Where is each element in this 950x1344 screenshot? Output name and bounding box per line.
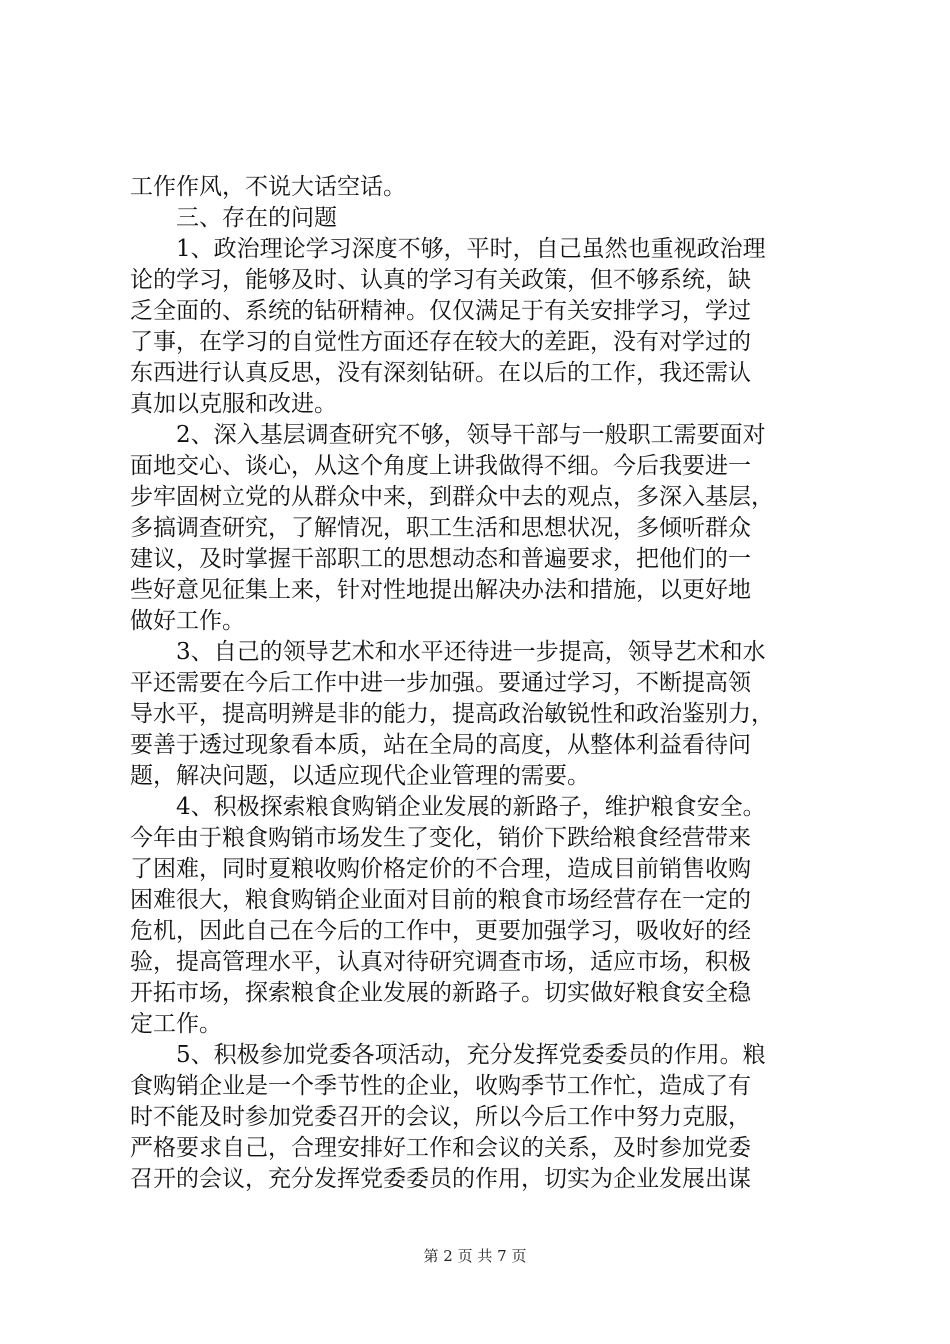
paragraph-first-line: 4、积极探索粮食购销企业发展的新路子，维护粮食安全。 — [176, 794, 766, 820]
text-line: 验，提高管理水平，认真对待研究调查市场，适应市场，积极 — [130, 949, 751, 975]
text-line: 今年由于粮食购销市场发生了变化，销价下跌给粮食经营带来 — [130, 825, 751, 851]
text-line: 定工作。 — [130, 1011, 222, 1037]
paragraph-first-line: 2、深入基层调查研究不够，领导干部与一般职工需要面对 — [176, 422, 766, 448]
text-line: 平还需要在今后工作中进一步加强。要通过学习，不断提高领 — [130, 670, 751, 696]
text-line: 做好工作。 — [130, 608, 245, 634]
text-line: 题，解决问题，以适应现代企业管理的需要。 — [130, 763, 590, 789]
text-line: 东西进行认真反思，没有深刻钻研。在以后的工作，我还需认 — [130, 360, 751, 386]
text-line: 乏全面的、系统的钻研精神。仅仅满足于有关安排学习，学过 — [130, 298, 751, 324]
text-line: 多搞调查研究，了解情况，职工生活和思想状况，多倾听群众 — [130, 515, 751, 541]
document-body — [130, 172, 830, 1195]
text-line: 食购销企业是一个季节性的企业，收购季节工作忙，造成了有 — [130, 1073, 751, 1099]
text-line: 导水平，提高明辨是非的能力，提高政治敏锐性和政治鉴别力， — [130, 701, 774, 727]
text-line: 时不能及时参加党委召开的会议，所以今后工作中努力克服， — [130, 1104, 751, 1130]
text-line: 困难很大，粮食购销企业面对目前的粮食市场经营存在一定的 — [130, 887, 751, 913]
text-line: 要善于透过现象看本质，站在全局的高度，从整体利益看待问 — [130, 732, 751, 758]
text-line: 面地交心、谈心，从这个角度上讲我做得不细。今后我要进一 — [130, 453, 751, 479]
text-line: 工作作风，不说大话空话。 — [130, 174, 406, 200]
page-footer: 第 2 页 共 7 页 — [423, 1247, 527, 1265]
text-line: 真加以克服和改进。 — [130, 391, 337, 417]
text-line: 了事，在学习的自觉性方面还存在较大的差距，没有对学过的 — [130, 329, 751, 355]
text-line: 了困难，同时夏粮收购价格定价的不合理，造成目前销售收购 — [130, 856, 751, 882]
paragraph-first-line: 3、自己的领导艺术和水平还待进一步提高，领导艺术和水 — [176, 639, 766, 665]
text-line: 召开的会议，充分发挥党委委员的作用，切实为企业发展出谋 — [130, 1166, 751, 1192]
paragraph-first-line: 5、积极参加党委各项活动，充分发挥党委委员的作用。粮 — [176, 1042, 766, 1068]
text-line: 步牢固树立党的从群众中来，到群众中去的观点，多深入基层， — [130, 484, 774, 510]
paragraph-first-line: 三、存在的问题 — [176, 205, 337, 231]
text-line: 论的学习，能够及时、认真的学习有关政策，但不够系统，缺 — [130, 267, 751, 293]
text-line: 建议，及时掌握干部职工的思想动态和普遍要求，把他们的一 — [130, 546, 751, 572]
text-line: 危机，因此自己在今后的工作中，更要加强学习，吸收好的经 — [130, 918, 751, 944]
text-line: 严格要求自己，合理安排好工作和会议的关系，及时参加党委 — [130, 1135, 751, 1161]
paragraph-first-line: 1、政治理论学习深度不够，平时，自己虽然也重视政治理 — [176, 236, 766, 262]
text-line: 开拓市场，探索粮食企业发展的新路子。切实做好粮食安全稳 — [130, 980, 751, 1006]
text-line: 些好意见征集上来，针对性地提出解决办法和措施，以更好地 — [130, 577, 751, 603]
